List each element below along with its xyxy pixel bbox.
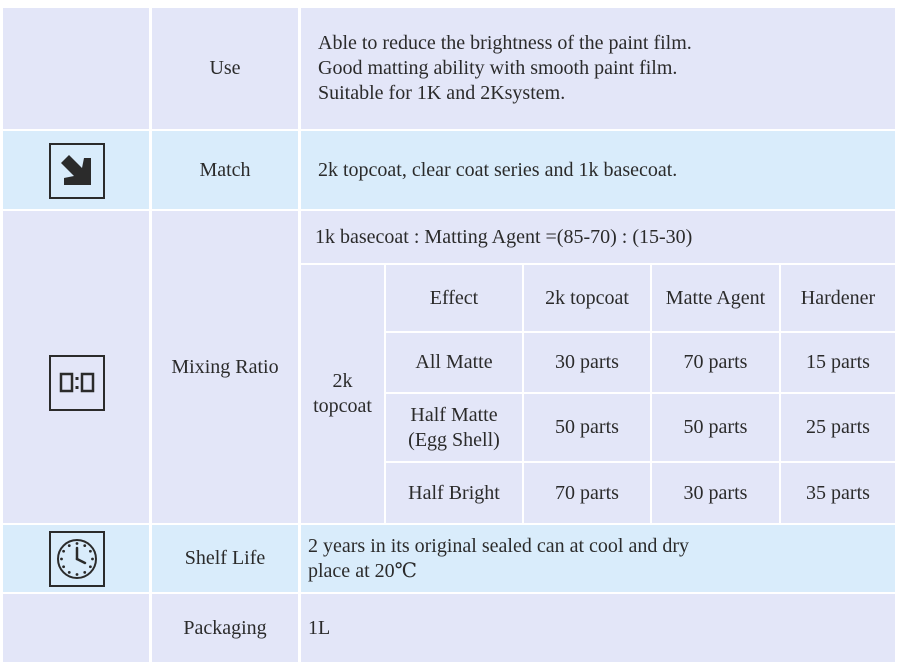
use-description: Able to reduce the brightness of the paint film. Good matting ability with smooth paint film. Suitable for 1K and 2Ksystem. (301, 8, 895, 129)
table-row-hardener: 35 parts (781, 463, 895, 523)
match-icon-cell (3, 131, 149, 209)
shelf-life-label: Shelf Life (152, 525, 298, 592)
table-row-matte: 30 parts (652, 463, 779, 523)
match-value: 2k topcoat, clear coat series and 1k basecoat. (301, 131, 895, 209)
mixing-icon-cell (3, 211, 149, 523)
packaging-value: 1L (301, 594, 895, 662)
packaging-label: Packaging (152, 594, 298, 662)
header-hardener: Hardener (781, 265, 895, 331)
table-row-topcoat: 50 parts (524, 394, 650, 461)
table-row-effect: All Matte (386, 333, 522, 392)
shelf-life-value: 2 years in its original sealed can at cool and dry place at 20℃ (301, 525, 895, 592)
shelf-icon-cell (3, 525, 149, 592)
header-2k-topcoat: 2k topcoat (524, 265, 650, 331)
match-label: Match (152, 131, 298, 209)
ratio-icon (49, 355, 105, 411)
clock-icon (49, 531, 105, 587)
table-row-effect: Half Matte (Egg Shell) (386, 394, 522, 461)
use-label: Use (152, 8, 298, 129)
header-matte-agent: Matte Agent (652, 265, 779, 331)
table-row-matte: 70 parts (652, 333, 779, 392)
table-row-topcoat: 30 parts (524, 333, 650, 392)
header-effect: Effect (386, 265, 522, 331)
group-label-2k-topcoat: 2k topcoat (301, 265, 384, 523)
mixing-label: Mixing Ratio (152, 211, 298, 523)
table-row-hardener: 15 parts (781, 333, 895, 392)
basecoat-ratio: 1k basecoat : Matting Agent =(85-70) : (15-30) (301, 211, 895, 263)
table-row-topcoat: 70 parts (524, 463, 650, 523)
arrow-down-right-icon (49, 143, 105, 199)
table-row-hardener: 25 parts (781, 394, 895, 461)
use-icon-cell (3, 8, 149, 129)
table-row-matte: 50 parts (652, 394, 779, 461)
packaging-icon-cell (3, 594, 149, 662)
table-row-effect: Half Bright (386, 463, 522, 523)
